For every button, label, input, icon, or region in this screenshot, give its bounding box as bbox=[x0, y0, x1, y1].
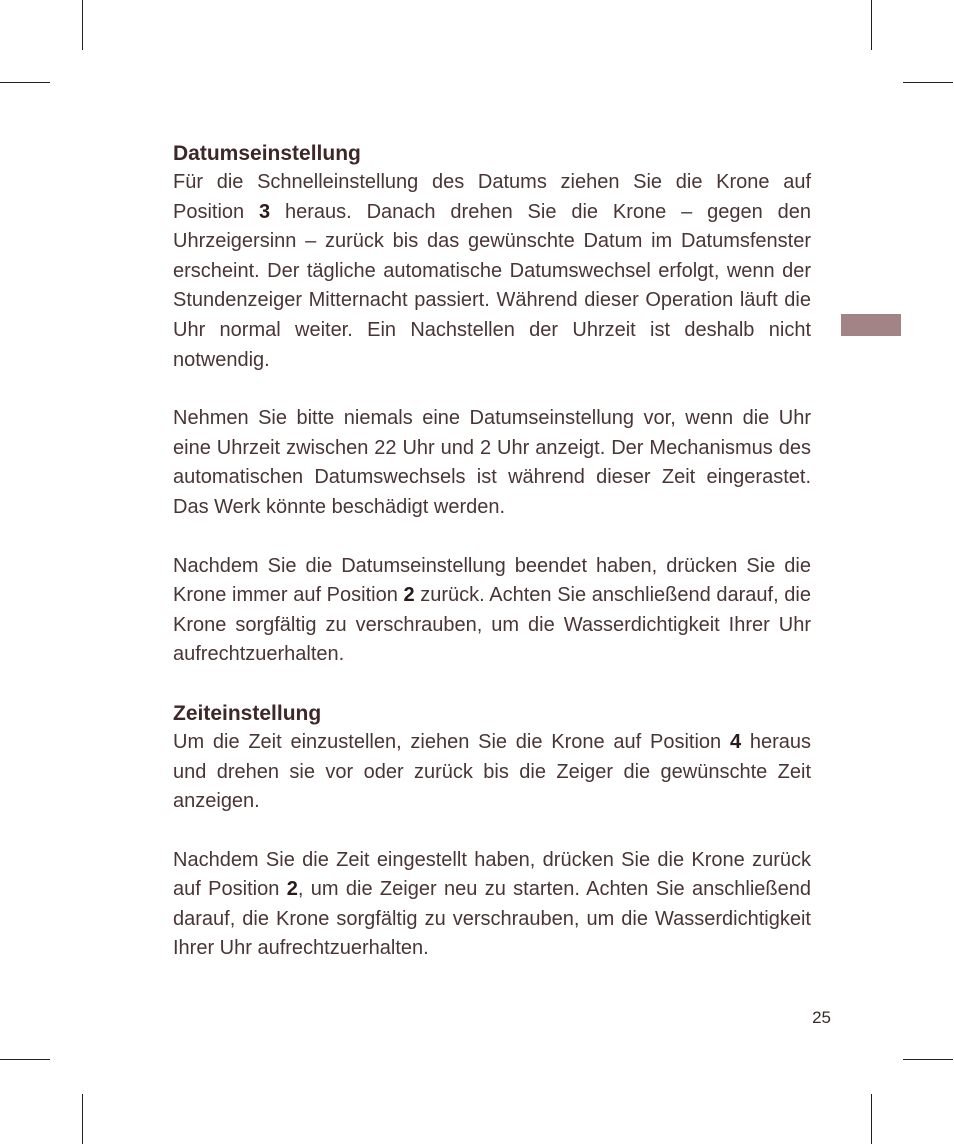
date-warning-paragraph: Nehmen Sie bitte niemals eine Datumseinstellung vor, wenn die Uhr eine Uhrzeit zwischen 22 Uhr und 2 Uhr anzeigt. Der Mechanismus des automatischen Datumswechsels ist während dieser Zeit eingerastet. Das Werk könnte beschädigt werden. bbox=[173, 407, 811, 518]
crop-mark-top-left-v bbox=[82, 0, 83, 50]
crop-mark-bottom-left-h bbox=[0, 1059, 50, 1060]
date-setting-paragraph-1: Für die Schnelleinstellung des Datums ziehen Sie die Krone auf Position 3 heraus. Danach drehen Sie die Krone – gegen den Uhrzeigersinn – zurück bis das gewünschte Datum im Datumsfenster erscheint. Der tägliche automatische Datumswechsel erfolgt, wenn der Stundenzeiger Mitternacht passiert. Während dieser Operation läuft die Uhr normal weiter. Ein Nachstellen der Uhrzeit ist deshalb nicht notwendig. bbox=[173, 171, 811, 371]
date-setting-heading: Datumseinstellung bbox=[173, 142, 361, 165]
page-number: 25 bbox=[812, 1008, 831, 1027]
crop-mark-top-right-v bbox=[871, 0, 872, 50]
time-setting-paragraph-1: Um die Zeit einzustellen, ziehen Sie die Krone auf Position 4 heraus und drehen sie vor oder zurück bis die Zeiger die gewünschte Zeit anzeigen. bbox=[173, 730, 811, 813]
page-content bbox=[173, 139, 811, 964]
crop-mark-top-right-h bbox=[903, 82, 953, 83]
crop-mark-top-left-h bbox=[0, 82, 50, 83]
section-tab-marker bbox=[841, 314, 901, 336]
time-setting-paragraph-2: Nachdem Sie die Zeit eingestellt haben, drücken Sie die Krone zurück auf Position 2, um die Zeiger neu zu starten. Achten Sie anschließend darauf, die Krone sorgfältig zu verschrauben, um die Wasserdichtigkeit Ihrer Uhr aufrechtzuerhalten. bbox=[173, 848, 812, 960]
crop-mark-bottom-left-v bbox=[82, 1094, 83, 1144]
date-setting-paragraph-3: Nachdem Sie die Datumseinstellung beendet haben, drücken Sie die Krone immer auf Position 2 zurück. Achten Sie anschließend darauf, die Krone sorgfältig zu verschrauben, um die Wasserdichtigkeit Ihrer Uhr aufrechtzuerhalten. bbox=[173, 554, 811, 666]
crop-mark-bottom-right-h bbox=[903, 1059, 953, 1060]
crop-mark-bottom-right-v bbox=[871, 1094, 872, 1144]
time-setting-heading: Zeiteinstellung bbox=[173, 701, 322, 725]
